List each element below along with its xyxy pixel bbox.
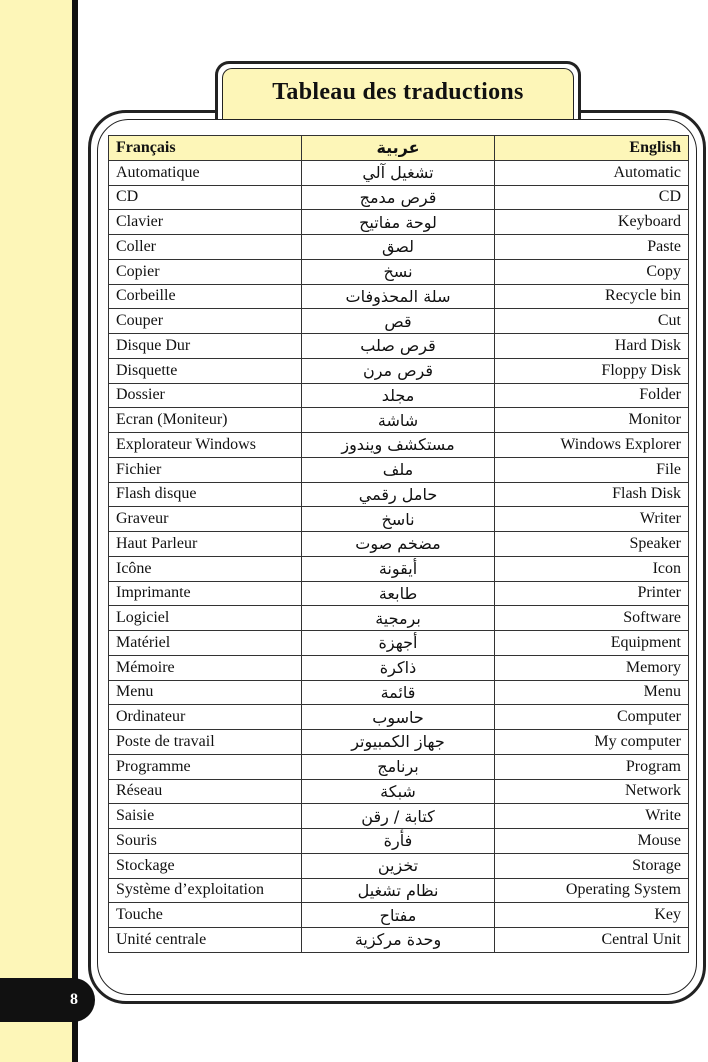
cell-arabic: مستكشف ويندوز — [302, 433, 495, 458]
cell-english: Operating System — [495, 878, 689, 903]
page-number: 8 — [70, 991, 78, 1008]
table-row — [109, 507, 689, 532]
cell-arabic: طابعة — [302, 581, 495, 606]
cell-english: Mouse — [495, 829, 689, 854]
cell-arabic: سلة المحذوفات — [302, 284, 495, 309]
cell-english: Windows Explorer — [495, 433, 689, 458]
cell-french: Flash disque — [109, 482, 302, 507]
table-row — [109, 928, 689, 953]
cell-arabic: أيقونة — [302, 556, 495, 581]
table-row — [109, 259, 689, 284]
cell-french: Couper — [109, 309, 302, 334]
cell-english: Flash Disk — [495, 482, 689, 507]
cell-arabic: قرص مرن — [302, 358, 495, 383]
table-row — [109, 482, 689, 507]
cell-english: Cut — [495, 309, 689, 334]
cell-arabic: مجلد — [302, 383, 495, 408]
cell-english: Menu — [495, 680, 689, 705]
cell-arabic: ناسخ — [302, 507, 495, 532]
cell-english: CD — [495, 185, 689, 210]
cell-english: Automatic — [495, 160, 689, 185]
table-row — [109, 655, 689, 680]
cell-english: Paste — [495, 235, 689, 260]
header-french: Français — [109, 136, 302, 161]
cell-french: Icône — [109, 556, 302, 581]
cell-arabic: فأرة — [302, 829, 495, 854]
cell-arabic: مفتاح — [302, 903, 495, 928]
cell-english: Floppy Disk — [495, 358, 689, 383]
cell-french: Programme — [109, 754, 302, 779]
table-row — [109, 606, 689, 631]
cell-french: Disque Dur — [109, 334, 302, 359]
cell-english: Folder — [495, 383, 689, 408]
cell-french: Clavier — [109, 210, 302, 235]
table-row — [109, 779, 689, 804]
table-row — [109, 160, 689, 185]
cell-english: My computer — [495, 730, 689, 755]
table-row — [109, 532, 689, 557]
cell-english: Recycle bin — [495, 284, 689, 309]
cell-arabic: برنامج — [302, 754, 495, 779]
cell-arabic: قائمة — [302, 680, 495, 705]
cell-french: Imprimante — [109, 581, 302, 606]
cell-french: Système d’exploitation — [109, 878, 302, 903]
cell-arabic: برمجية — [302, 606, 495, 631]
cell-french: Saisie — [109, 804, 302, 829]
cell-french: Graveur — [109, 507, 302, 532]
cell-arabic: جهاز الكمبيوتر — [302, 730, 495, 755]
table-row — [109, 680, 689, 705]
cell-arabic: شاشة — [302, 408, 495, 433]
cell-english: Memory — [495, 655, 689, 680]
cell-arabic: قرص مدمج — [302, 185, 495, 210]
cell-arabic: لوحة مفاتيح — [302, 210, 495, 235]
cell-arabic: نسخ — [302, 259, 495, 284]
cell-english: Keyboard — [495, 210, 689, 235]
cell-french: Copier — [109, 259, 302, 284]
cell-english: Computer — [495, 705, 689, 730]
cell-english: Speaker — [495, 532, 689, 557]
table-row — [109, 754, 689, 779]
table-row — [109, 853, 689, 878]
cell-french: Ecran (Moniteur) — [109, 408, 302, 433]
cell-english: Write — [495, 804, 689, 829]
cell-french: Haut Parleur — [109, 532, 302, 557]
cell-french: Disquette — [109, 358, 302, 383]
cell-english: Equipment — [495, 631, 689, 656]
table-row — [109, 185, 689, 210]
cell-arabic: أجهزة — [302, 631, 495, 656]
cell-french: Coller — [109, 235, 302, 260]
cell-arabic: لصق — [302, 235, 495, 260]
cell-french: Unité centrale — [109, 928, 302, 953]
cell-arabic: قص — [302, 309, 495, 334]
table-row — [109, 309, 689, 334]
cell-french: Automatique — [109, 160, 302, 185]
table-row — [109, 284, 689, 309]
cell-english: Program — [495, 754, 689, 779]
table-row — [109, 408, 689, 433]
cell-french: Souris — [109, 829, 302, 854]
cell-english: Software — [495, 606, 689, 631]
cell-french: Poste de travail — [109, 730, 302, 755]
cell-french: Explorateur Windows — [109, 433, 302, 458]
cell-arabic: حاسوب — [302, 705, 495, 730]
cell-arabic: مضخم صوت — [302, 532, 495, 557]
table-row — [109, 804, 689, 829]
table-row — [109, 358, 689, 383]
cell-french: Mémoire — [109, 655, 302, 680]
cell-english: Printer — [495, 581, 689, 606]
cell-english: Storage — [495, 853, 689, 878]
cell-french: Touche — [109, 903, 302, 928]
title-tab — [215, 61, 581, 119]
table-row — [109, 581, 689, 606]
header-english: English — [495, 136, 689, 161]
cell-english: Icon — [495, 556, 689, 581]
cell-french: Matériel — [109, 631, 302, 656]
cell-french: Corbeille — [109, 284, 302, 309]
cell-arabic: شبكة — [302, 779, 495, 804]
table-row — [109, 878, 689, 903]
cell-english: Monitor — [495, 408, 689, 433]
cell-french: CD — [109, 185, 302, 210]
cell-arabic: وحدة مركزية — [302, 928, 495, 953]
table-row — [109, 829, 689, 854]
cell-english: Key — [495, 903, 689, 928]
table-row — [109, 556, 689, 581]
cell-french: Ordinateur — [109, 705, 302, 730]
table-row — [109, 457, 689, 482]
table-header-row — [109, 136, 689, 161]
left-margin-rule — [72, 0, 78, 1062]
table-row — [109, 631, 689, 656]
table-row — [109, 903, 689, 928]
cell-english: Writer — [495, 507, 689, 532]
table-row — [109, 210, 689, 235]
cell-arabic: كتابة / رقن — [302, 804, 495, 829]
cell-arabic: تشغيل آلي — [302, 160, 495, 185]
cell-english: Hard Disk — [495, 334, 689, 359]
cell-french: Logiciel — [109, 606, 302, 631]
translation-table — [108, 135, 689, 953]
page-title: Tableau des traductions — [272, 79, 524, 105]
cell-arabic: حامل رقمي — [302, 482, 495, 507]
table-row — [109, 705, 689, 730]
title-tab-inner — [222, 68, 574, 119]
table-row — [109, 334, 689, 359]
cell-arabic: نظام تشغيل — [302, 878, 495, 903]
left-margin-strip — [0, 0, 72, 1062]
cell-french: Menu — [109, 680, 302, 705]
cell-french: Réseau — [109, 779, 302, 804]
cell-arabic: تخزين — [302, 853, 495, 878]
cell-arabic: قرص صلب — [302, 334, 495, 359]
cell-english: File — [495, 457, 689, 482]
cell-french: Fichier — [109, 457, 302, 482]
table-row — [109, 383, 689, 408]
cell-english: Copy — [495, 259, 689, 284]
table-row — [109, 235, 689, 260]
cell-arabic: ذاكرة — [302, 655, 495, 680]
table-row — [109, 433, 689, 458]
cell-english: Network — [495, 779, 689, 804]
table-row — [109, 730, 689, 755]
cell-french: Dossier — [109, 383, 302, 408]
header-arabic: عربية — [302, 136, 495, 161]
cell-arabic: ملف — [302, 457, 495, 482]
cell-english: Central Unit — [495, 928, 689, 953]
cell-french: Stockage — [109, 853, 302, 878]
